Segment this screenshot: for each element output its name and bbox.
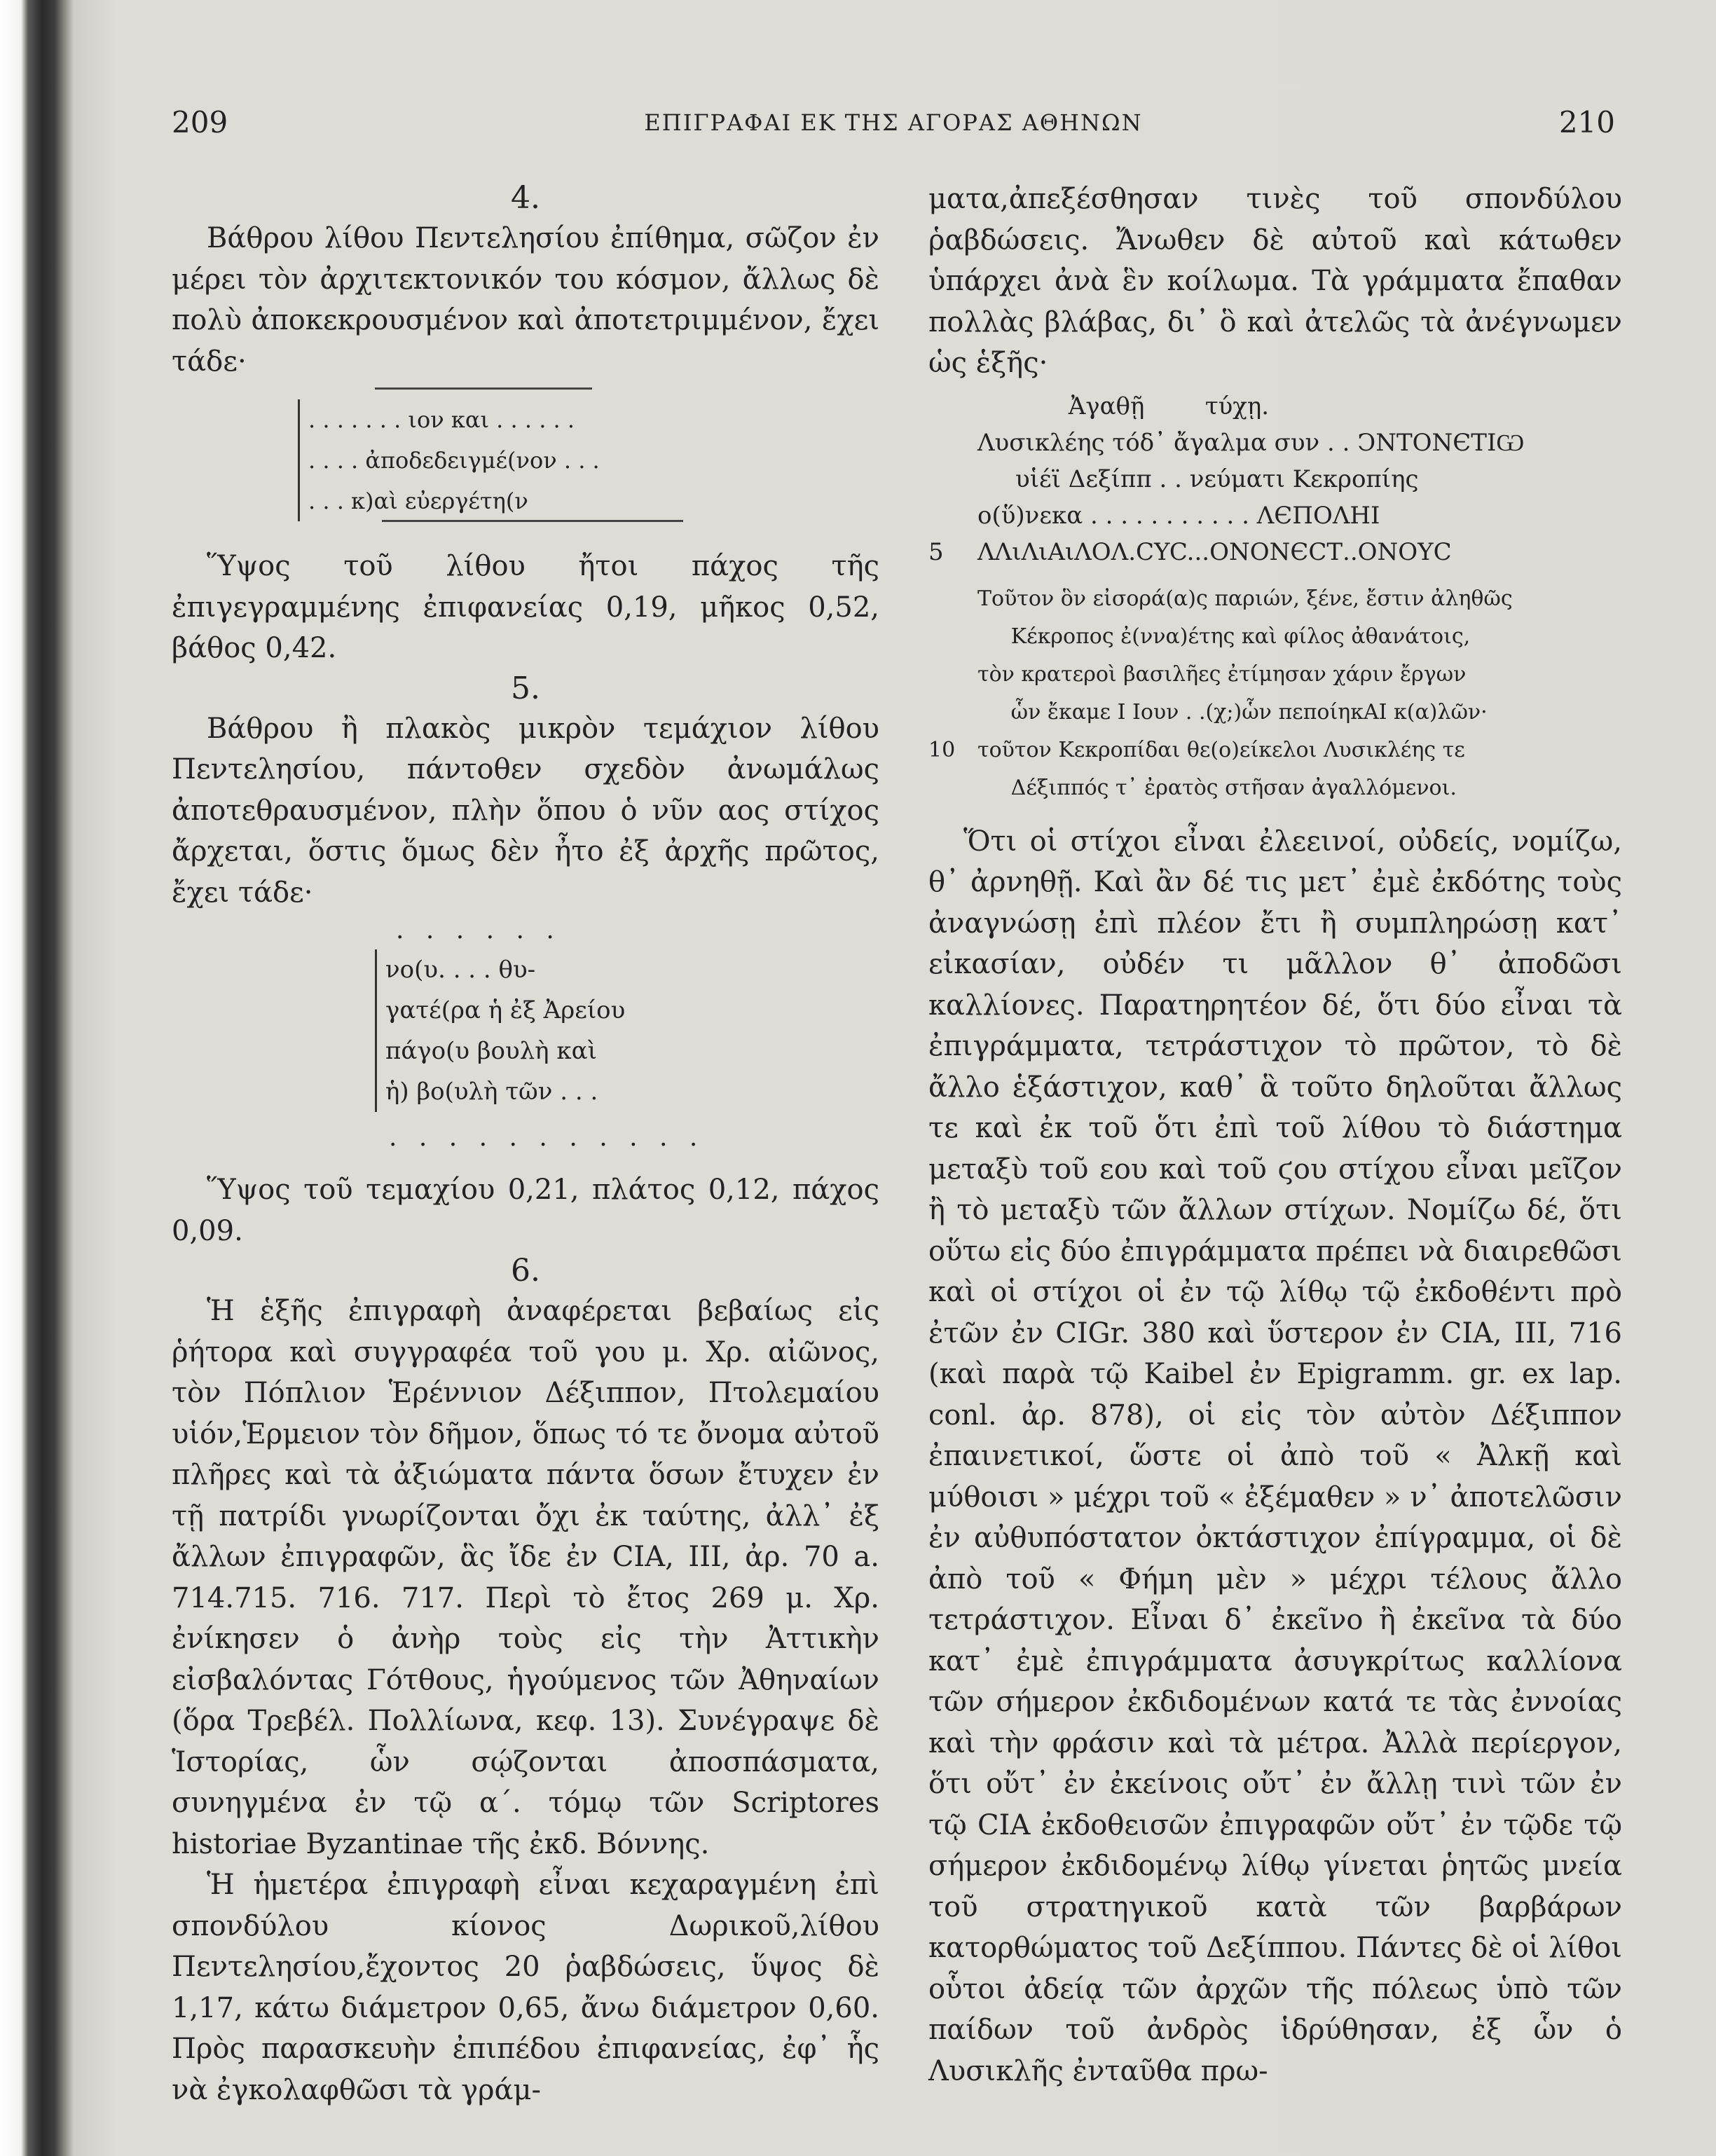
running-title: ΕΠΙΓΡΑΦΑΙ ΕΚ ΤΗΣ ΑΓΟΡΑΣ ΑΘΗΝΩΝ <box>644 109 1143 136</box>
verse-line: Τοῦτον ὃν εἰσορά(α)ς παριών, ξένε, ἔστιν ἀληθῶς <box>977 586 1513 611</box>
inscription-4 <box>298 399 673 521</box>
left-column <box>172 179 879 2110</box>
inscription-4-line: . . . . . . . ιον και . . . . . . <box>308 406 575 433</box>
inscription-6-line: ο(ὕ)νεκα . . . . . . . . . . . ΛЄΠΟΛΗΙ <box>977 501 1380 530</box>
right-column <box>928 179 1622 2092</box>
inscription-4-line: . . . . ἀποδεδειγμέ(νον . . . <box>308 447 600 474</box>
inscription-6 <box>928 388 1622 570</box>
inscription-5-dots-top: . . . . . . <box>396 916 561 945</box>
verse-line: Δέξιππός τ᾽ ἐρατὸς στῆσαν ἀγαλλόμενοι. <box>977 775 1457 800</box>
verse-line: ὧν ἔκαμε Ι Ιουν . .(χ;)ὧν πεποίηκΑΙ κ(α)λῶν· <box>977 699 1488 725</box>
page-number-right: 210 <box>1558 105 1615 139</box>
inscription-5-line: πάγο(υ βουλὴ καὶ <box>385 1037 597 1065</box>
inscription-5-line: ἡ) βο(υλὴ τῶν . . . <box>385 1078 598 1106</box>
section-4-description: Βάθρου λίθου Πεντελησίου ἐπίθημα, σῶζον ἐν μέρει τὸν ἀρχιτεκτονικόν του κόσμον, ἄλλως δὲ πολὺ ἀποκεκρουσμένον καὶ ἀποτετριμμένον, ἔχει τάδε· <box>172 222 879 378</box>
right-paragraph-1: ματα,ἀπεξέσθησαν τινὲς τοῦ σπονδύλου ῥαβδώσεις. Ἄνωθεν δὲ αὐτοῦ καὶ κάτωθεν ὑπάρχει ἀνὰ ἓν κοίλωμα. Τὰ γράμματα ἔπαθαν πολλὰς βλάβας, δι᾽ ὃ καὶ ἀτελῶς τὰ ἀνέγνωμεν ὡς ἑξῆς· <box>928 183 1622 379</box>
inscription-5 <box>375 949 680 1112</box>
section-4-dimensions: Ὕψος τοῦ λίθου ἤτοι πάχος τῆς ἐπιγεγραμμένης ἐπιφανείας 0,19, μῆκος 0,52, βάθος 0,42. <box>172 550 879 664</box>
line-number: 10 <box>928 737 956 762</box>
section-5-number: 5. <box>511 670 540 706</box>
section-4-number: 4. <box>511 180 540 216</box>
section-6-number: 6. <box>511 1253 540 1289</box>
section-5-dimensions: Ὕψος τοῦ τεμαχίου 0,21, πλάτος 0,12, πάχος 0,09. <box>172 1174 879 1247</box>
verse-transcription <box>928 580 1622 807</box>
inscription-6-line: 5 ΛΛιΛιΑιΛΟΛ.CYC...ΟΝΟΝЄCΤ..ΟΝΟΥϹ <box>928 534 1622 570</box>
line-number: 5 <box>928 537 944 566</box>
inscription-5-line: νο(υ. . . . θυ- <box>385 956 536 984</box>
book-spine-shadow <box>0 0 74 2156</box>
verse-line: Κέκροπος ἐ(ννα)έτης καὶ φίλος ἀθανάτοις, <box>977 624 1471 649</box>
section-5-description: Βάθρου ἢ πλακὸς μικρὸν τεμάχιον λίθου Πεντελησίου, πάντοθεν σχεδὸν ἀνωμάλως ἀποτεθραυσμένον, πλὴν ὅπου ὁ νῦν αος στίχος ἄρχεται, ὅστις ὅμως δὲν ἦτο ἐξ ἀρχῆς πρῶτος, ἔχει τάδε· <box>172 712 879 909</box>
section-6-paragraph-2: Ἡ ἡμετέρα ἐπιγραφὴ εἶναι κεχαραγμένη ἐπὶ σπονδύλου κίονος Δωρικοῦ,λίθου Πεντελησίου,ἔχοντος 20 ῥαβδώσεις, ὕψος δὲ 1,17, κάτω διάμετρον 0,65, ἄνω διάμετρον 0,60. Πρὸς παρασκευὴν ἐπιπέδου ἐπιφανείας, ἐφ᾽ ἧς νὰ ἐγκολαφθῶσι τὰ γράμ- <box>172 1869 879 2106</box>
right-paragraph-2: Ὅτι οἱ στίχοι εἶναι ἐλεεινοί, οὐδείς, νομίζω, θ᾽ ἀρνηθῇ. Καὶ ἂν δέ τις μετ᾽ ἐμὲ ἐκδότης τοὺς ἀναγνώσῃ ἐπὶ πλέον ἔτι ἢ συμπληρώσῃ κατ᾽ εἰκασίαν, οὐδέν τι μᾶλλον θ᾽ ἀποδῶσι καλλίονες. Παρατηρητέον δέ, ὅτι δύο εἶναι τὰ ἐπιγράμματα, τετράστιχον τὸ πρῶτον, τὸ δὲ ἄλλο ἑξάστιχον, καθ᾽ ἃ τοῦτο δηλοῦται ἄλλως τε καὶ ἐκ τοῦ ὅτι ἐπὶ τοῦ λίθου τὸ διάστημα μεταξὺ τοῦ εου καὶ τοῦ ϛου στίχου εἶναι μεῖζον ἢ τὸ μεταξὺ τῶν ἄλλων στίχων. Νομίζω δέ, ὅτι οὕτω εἰς δύο ἐπιγράμματα πρέπει νὰ διαιρεθῶσι καὶ οἱ στίχοι οἱ ἐν τῷ λίθῳ τῷ ἐκδοθέντι πρὸ ἐτῶν ἐν CIGr. 380 καὶ ὕστερον ἐν CIA, III, 716 (καὶ παρὰ τῷ Kaibel ἐν Epigramm. gr. ex lap. conl. ἀρ. 878), οἱ εἰς τὸν αὐτὸν Δέξιππον ἐπαινετικοί, ὥστε οἱ ἀπὸ τοῦ « Ἀλκῇ καὶ μύθοισι » μέχρι τοῦ « ἐξέμαθεν » ν᾽ ἀποτελῶσιν ἐν αὐθυπόστατον ὀκτάστιχον ἐπίγραμμα, οἱ δὲ ἀπὸ τοῦ « Φήμη μὲν » μέχρι τέλους ἄλλο τετράστιχον. Εἶναι δ᾽ ἐκεῖνο ἢ ἐκεῖνα τὰ δύο κατ᾽ ἐμὲ ἐπιγράμματα ἀσυγκρίτως καλλίονα τῶν σήμερον ἐκδιδομένων κατά τε τὰς ἐννοίας καὶ τὴν φράσιν καὶ τὰ μέτρα. Ἀλλὰ περίεργον, ὅτι οὔτ᾽ ἐν ἐκείνοις οὔτ᾽ ἐν ἄλλῃ τινὶ τῶν ἐν τῷ CIA ἐκδοθεισῶν ἐπιγραφῶν οὔτ᾽ ἐν τῷδε τῷ σήμερον ἐκδιδομένῳ λίθῳ γίνεται ῥητῶς μνεία τοῦ στρατηγικοῦ κατὰ τῶν βαρβάρων κατορθώματος τοῦ Δεξίππου. Πάντες δὲ οἱ λίθοι οὗτοι ἀδείᾳ τῶν ἀρχῶν τῆς πόλεως ὑπὸ τῶν παίδων τοῦ ἀνδρὸς ἱδρύθησαν, ἐξ ὧν ὁ Λυσικλῆς ἐνταῦθα πρω- <box>928 825 1622 2087</box>
inscription-5-dots-bottom: . . . . . . . . . . . <box>389 1123 705 1152</box>
inscription-6-line: Ἀγαθῇ τύχῃ. <box>977 392 1270 420</box>
inscription-4-line: . . . κ)αὶ εὐεργέτη(ν <box>308 488 528 514</box>
inscription-top-rule <box>375 387 592 390</box>
verse-line: τὸν κρατεροὶ βασιλῆες ἐτίμησαν χάριν ἔργων <box>977 661 1467 687</box>
page-number-left: 209 <box>172 105 228 139</box>
running-header <box>172 105 1615 147</box>
section-6-paragraph-1: Ἡ ἑξῆς ἐπιγραφὴ ἀναφέρεται βεβαίως εἰς ῥήτορα καὶ συγγραφέα τοῦ γου μ. Χρ. αἰῶνος, τὸν Πόπλιον Ἑρέννιον Δέξιππον, Πτολεμαίου υἱόν,Ἑρμειον τὸν δῆμον, ὅπως τό τε ὄνομα αὐτοῦ πλῆρες καὶ τὰ ἀξιώματα πάντα ὅσων ἔτυχεν ἐν τῇ πατρίδι γνωρίζονται ὄχι ἐκ ταύτης, ἀλλ᾽ ἐξ ἄλλων ἐπιγραφῶν, ἃς ἴδε ἐν CIA, III, ἀρ. 70 a. 714.715. 716. 717. Περὶ τὸ ἔτος 269 μ. Χρ. ἐνίκησεν ὁ ἀνὴρ τοὺς εἰς τὴν Ἀττικὴν εἰσβαλόντας Γότθους, ἡγούμενος τῶν Ἀθηναίων (ὅρα Τρεβέλ. Πολλίωνα, κεφ. 13). Συνέγραψε δὲ Ἱστορίας, ὧν σῴζονται ἀποσπάσματα, συνηγμένα ἐν τῷ α΄. τόμῳ τῶν Scriptores historiae Byzantinae τῆς ἐκδ. Βόννης. <box>172 1295 879 1860</box>
inscription-6-line: υἱέϊ Δεξίππ . . νεύματι Κεκροπίης <box>977 465 1419 493</box>
inscription-5-line: γατέ(ρα ἡ ἐξ Ἀρείου <box>385 996 626 1024</box>
inscription-6-line: Λυσικλέης τόδ᾽ ἄγαλμα συν . . ϽNTONЄTIѠ <box>977 428 1525 457</box>
verse-line: 10 τοῦτον Κεκροπίδαι θε(ο)είκελοι Λυσικλέης τε <box>928 732 1622 769</box>
